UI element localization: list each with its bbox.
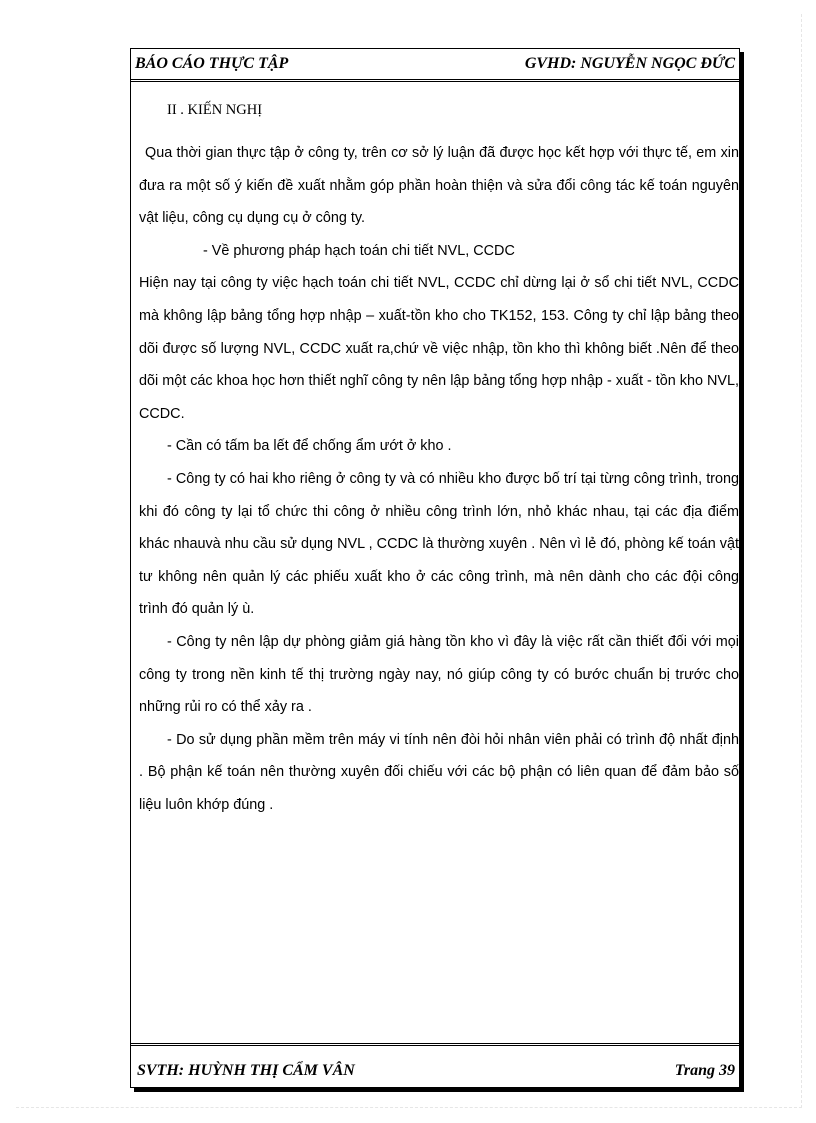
- paragraph-intro: Qua thời gian thực tập ở công ty, trên cơ sở lý luận đã được học kết hợp với thực tế, em xin đưa ra một số ý kiến đề xuất nhằm góp phần hoàn thiện và sửa đổi công tác kế toán nguyên vật liệu, công cụ dụng cụ ở công ty.: [139, 145, 739, 227]
- body-text: [139, 97, 739, 821]
- header-report-title: BÁO CÁO THỰC TẬP: [135, 55, 289, 72]
- paragraph-provision: - Công ty nên lập dự phòng giảm giá hàng tồn kho vì đây là việc rất cần thiết đối với mọi công ty trong nền kinh tế thị trường ngày nay, nó giúp công ty có bước chuẩn bị trước cho những rủi ro có thể xảy ra .: [139, 633, 739, 716]
- footer-student: SVTH: HUỲNH THỊ CẨM VÂN: [137, 1062, 355, 1079]
- header-advisor: GVHD: NGUYỄN NGỌC ĐỨC: [524, 55, 735, 72]
- paragraph-pallet: - Cần có tấm ba lết để chống ẩm ướt ở kho .: [167, 438, 452, 455]
- section-title: II . KIẾN NGHỊ: [167, 102, 263, 118]
- paragraph-warehouses: - Công ty có hai kho riêng ở công ty và có nhiều kho được bố trí tại từng công trình, trong khi đó công ty lại tổ chức thi công ở nhiều công trình lớn, nhỏ khác nhau, tại các địa điểm khác nhauvà nhu cầu sử dụng NVL , CCDC là thường xuyên . Nên vì lẻ đó, phòng kế toán vật tư không nên quản lý các phiếu xuất kho ở các công trình, mà nên dành cho các đội công trình đó quản lý ù.: [139, 470, 739, 618]
- paragraph-current-state: Hiện nay tại công ty việc hạch toán chi tiết NVL, CCDC chỉ dừng lại ở sổ chi tiết NVL, CCDC mà không lập bảng tổng hợp nhập – xuất-tồn kho cho TK152, 153. Công ty chỉ lập bảng theo dõi được số lượng NVL, CCDC xuất ra,chứ về việc nhập, tồn kho thì không biết .Nên để theo dõi một các khoa học hơn thiết nghĩ công ty nên lập bảng tổng hợp nhập - xuất - tồn kho NVL, CCDC.: [139, 275, 739, 422]
- page-header: [131, 49, 739, 82]
- footer-page-number: Trang 39: [674, 1062, 735, 1079]
- page-footer: [131, 1043, 739, 1087]
- paragraph-subheading: - Về phương pháp hạch toán chi tiết NVL, CCDC: [203, 242, 515, 259]
- content-frame: [130, 48, 740, 1088]
- paragraph-software: - Do sử dụng phần mềm trên máy vi tính nên đòi hỏi nhân viên phải có trình độ nhất định . Bộ phận kế toán nên thường xuyên đối chiếu với các bộ phận có liên quan để đảm bảo số liệu luôn khớp đúng .: [139, 731, 739, 813]
